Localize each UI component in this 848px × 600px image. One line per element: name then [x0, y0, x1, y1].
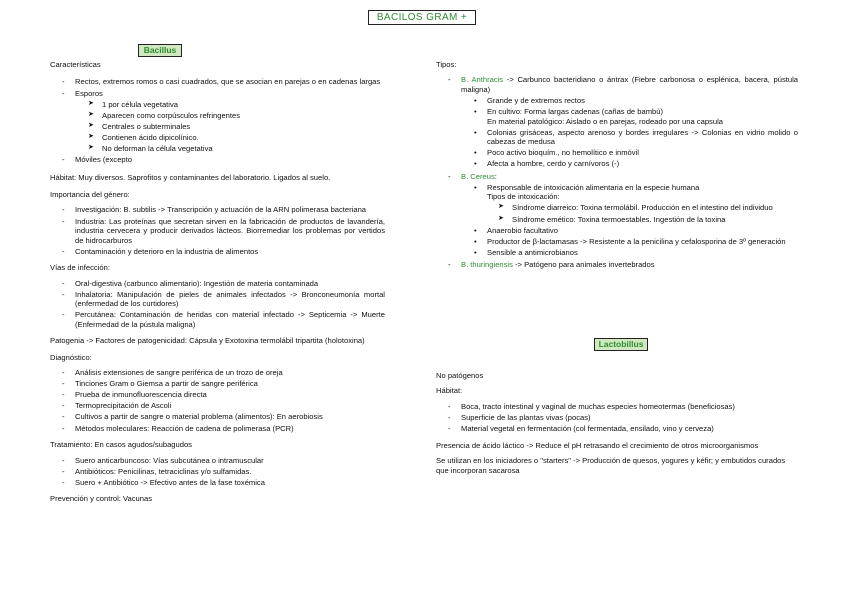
- list-item: - Antibióticos: Penicilinas, tetraciclinas y/o sulfamidas.: [50, 467, 385, 476]
- diagnostico-title: Diagnóstico:: [50, 352, 92, 362]
- iniciadores-text: Se utilizan en los iniciadores o "starters" -> Producción de quesos, yogures y kéfir; y embutidos curados que incorporan sacarosa: [436, 456, 786, 475]
- patogenia-text: Patogenia -> Factores de patogenicidad: Cápsula y Exotoxina termolábil tripartita (holotoxina): [50, 336, 365, 346]
- list-item: • Afecta a hombre, cerdo y carnívoros (-): [436, 159, 798, 168]
- thuringiensis-item: [436, 260, 798, 269]
- list-item: • Grande y de extremos rectos: [436, 96, 798, 105]
- caracteristicas-list: [50, 77, 385, 98]
- habitat-text: Hábitat: Muy diversos. Saprofitos y contaminantes del laboratorio. Ligados al suelo.: [50, 172, 331, 182]
- list-item: - Contaminación y deterioro en la industria de alimentos: [50, 247, 385, 256]
- thuringiensis-name: B. thuringiensis: [461, 260, 513, 270]
- cereus-tipos: Tipos de intoxicación:: [487, 192, 560, 202]
- moviles-list: [50, 155, 385, 164]
- list-item: ➤ Centrales o subterminales: [50, 122, 385, 131]
- anthracis-name: B. Anthracis: [461, 75, 504, 85]
- right-column: [436, 60, 798, 271]
- list-item: • Sensible a antimicrobianos: [436, 248, 798, 257]
- list-item: - Boca, tracto intestinal y vaginal de muchas especies homeotermas (beneficiosas): [436, 402, 798, 411]
- tratamiento-title: Tratamiento: En casos agudos/subagudos: [50, 440, 192, 450]
- cereus-item: [436, 172, 798, 181]
- vias-list: [50, 279, 385, 330]
- list-item: - Rectos, extremos romos o casi cuadrados, que se asocian en parejas o en cadenas largas: [50, 77, 385, 86]
- cereus-list: [436, 183, 798, 257]
- prevencion-text: Prevención y control: Vacunas: [50, 494, 153, 504]
- tipos-list: [436, 75, 798, 94]
- diagnostico-list: [50, 368, 385, 433]
- list-item: - Cultivos a partir de sangre o material problema (alimentos): En aerobiosis: [50, 412, 385, 421]
- list-item: - Material vegetal en fermentación (col fermentada, ensilado, vino y cerveza): [436, 424, 798, 433]
- list-item: - Esporos: [50, 89, 385, 98]
- list-item: - Tinciones Gram o Giemsa a partir de sangre periférica: [50, 379, 385, 388]
- lactobillus-section: [436, 371, 798, 475]
- esporos-list: [50, 100, 385, 154]
- list-item: ➤ Síndrome emético: Toxina termoestables. Ingestión de la toxina: [436, 215, 798, 224]
- list-item: - Análisis extensiones de sangre periférica de un trozo de oreja: [50, 368, 385, 377]
- list-item: - Inhalatoria: Manipulación de pieles de animales infectados -> Bronconeumonía mortal (enfermedad de los curtidores): [50, 290, 385, 309]
- cereus-heading: [436, 172, 798, 181]
- lactobillus-heading-box: Lactobillus: [594, 338, 648, 351]
- anthracis-item: [436, 75, 798, 94]
- anthracis-list: [436, 96, 798, 169]
- list-item: - Superficie de las plantas vivas (pocas): [436, 413, 798, 422]
- importancia-title: Importancia del género:: [50, 190, 130, 199]
- list-item: - Investigación: B. subtilis -> Transcripción y actuación de la ARN polimerasa bacteriana: [50, 205, 385, 214]
- list-item: ➤ Aparecen como corpúsculos refringentes: [50, 111, 385, 120]
- tipos-title: Tipos:: [436, 60, 457, 69]
- vias-title: Vías de infección:: [50, 263, 110, 273]
- caracteristicas-title: Características: [50, 60, 101, 69]
- list-item: • En cultivo: Forma largas cadenas (cañas de bambú): [436, 107, 798, 116]
- list-item: - Industria: Las proteínas que secretan sirven en la fabricación de productos de lavandería, industria cervecera y producir derivados lácteos. Biorremediar los problemas por vertidos de hidrocarburos: [50, 217, 385, 245]
- list-item: ➤ 1 por célula vegetativa: [50, 100, 385, 109]
- bacillus-heading-box: Bacillus: [138, 44, 182, 57]
- list-item: • Anaerobio facultativo: [436, 226, 798, 235]
- list-item: - Métodos moleculares: Reacción de cadena de polimerasa (PCR): [50, 424, 385, 433]
- list-item: • Poco activo bioquím., no hemolítico e inmóvil: [436, 148, 798, 157]
- no-patogenos-text: No patógenos: [436, 371, 484, 380]
- cereus-name: B. Cereus: [461, 171, 495, 181]
- list-item: ➤ No deforman la célula vegetativa: [50, 144, 385, 153]
- habitat-title: Hábitat:: [436, 386, 463, 396]
- importancia-list: [50, 205, 385, 256]
- list-item: • Responsable de intoxicación alimentaria en la especie humana: [436, 183, 798, 192]
- list-item: - Suero anticarbuncoso: Vías subcutánea o intramuscular: [50, 456, 385, 465]
- list-item: - Percutánea: Contaminación de heridas con material infectado -> Septicemia -> Muerte (Enfermedad de la pústula maligna): [50, 310, 385, 329]
- list-item: • Colonias grisáceas, aspecto arenoso y bordes irregulares -> Colonias en vidrio molido o cabezas de medusa: [436, 128, 798, 147]
- cereus-colon: :: [494, 171, 497, 181]
- tratamiento-list: [50, 456, 385, 488]
- list-item: ➤ Contienen ácido dipicolínico.: [50, 133, 385, 142]
- lacto-habitat-list: [436, 402, 798, 434]
- list-item: En material patológico: Aislado o en parejas, rodeado por una capsula: [487, 116, 723, 126]
- list-item: ➤ Síndrome diarreico: Toxina termolábil. Producción en el intestino del individuo: [436, 203, 798, 212]
- list-item: - Prueba de inmunofluorescencia directa: [50, 390, 385, 399]
- anthracis-desc: -> Carbunco bacteridiano o ántrax (Fiebre carbonosa o esplénica, bacera, pústula maligna): [461, 75, 799, 94]
- list-item: • Productor de β-lactamasas -> Resistente a la penicilina y cefalosporina de 3º generación: [436, 237, 798, 246]
- list-item: - Suero + Antibiótico -> Efectivo antes de la fase toxémica: [50, 478, 385, 487]
- list-item: - Oral-digestiva (carbunco alimentario): Ingestión de materia contaminada: [50, 279, 385, 288]
- page-title: BACILOS GRAM +: [368, 10, 476, 25]
- list-item: - Termoprecipitación de Ascoli: [50, 401, 385, 410]
- list-item: - Móviles (excepto: [50, 155, 385, 164]
- thuringiensis-list: [436, 260, 798, 269]
- left-column: [50, 60, 385, 504]
- presencia-text: Presencia de ácido láctico -> Reduce el pH retrasando el crecimiento de otros microorganismos: [436, 440, 759, 450]
- thuringiensis-desc: -> Patógeno para animales invertebrados: [512, 260, 655, 270]
